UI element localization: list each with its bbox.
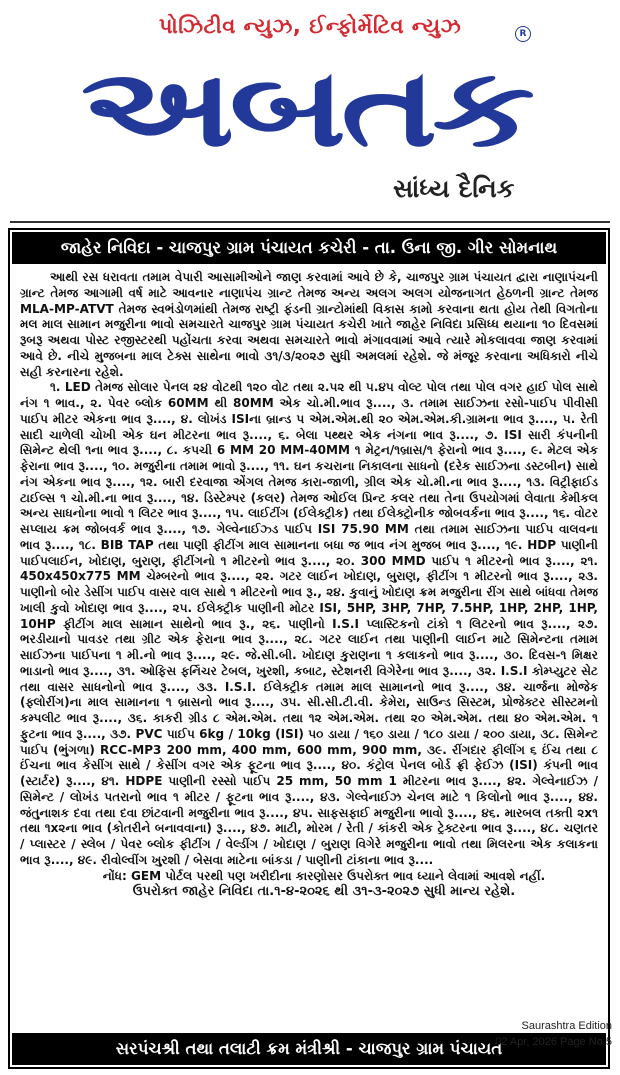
registered-trademark-icon: R [515,26,531,42]
edition-label: સાંધ્ય દૈનિક [393,174,515,203]
notice-validity: ઉપરોક્ત જાહેર નિવિદા તા.૧-૪-૨૦૨૬ થી ૩૧-૩-૨૦૨૭ સુધી માન્ય રહેશે. [132,884,516,900]
tagline: પોઝિટીવ ન્યુઝ, ઈન્ફોર્મેટિવ ન્યુઝ [158,14,462,38]
notice-signatory-bar: સરપંચશ્રી તથા તલાટી ક્રમ મંત્રીશ્રી - ચાજપુર ગ્રામ પંચાયત [12,1033,606,1065]
newspaper-logo [78,36,533,181]
date-page-number: 02 Apr, 2026 Page No.5 [495,1036,612,1048]
notice-body [20,270,598,1027]
public-tender-notice [8,228,610,1069]
notice-intro: આથી રસ ધરાવતા તમામ વેપારી આસામીઓને જાણ કરવામાં આવે છે કે, ચાજપુર ગ્રામ પંચાયત દ્વારા નાણાપંચની ગ્રાન્ટ તેમજ આગામી વર્ષ માટે આવનાર નાણાપંચ ગ્રાન્ટ તેમજ અન્ય અલગ અલગ યોજનાગત હેઠળની ગ્રાન્ટ તેમજ MLA-MP-ATVT તેમજ સ્વભંડોળમાંથી તેમજ રાષ્ટ્રી ફંડની ગ્રાન્ટોમાંથી વિકાસ કામો કરવાના થતા હોય તેથી વિગતોના મલ માલ સામાન મજુરીના ભાવો સમચારતે ચાજપુર ગ્રામ પંચાયત કચેરી ખાતે જાહેર નિવિદા પ્રસિધ્ધ થયાના ૧૦ દિવસમાં રૂબરૂ અથવા પોસ્ટ રજીસ્ટરથી પહોંચતા કરવા અથવા સમચારતે ભાવો મંગાવવામાં આવે ત્યારે મોકલાવવા જાણ કરવામાં આવે છે. નીચે મુજબના માલ ટેક્સ સાથેના ભાવો ૩૧/૩/૨૦૨૭ સુધી અમલમાં રહેશે. જે મંજૂર કરવાના અધિકારો નીચે સહી કરનારના રહેશે. [20,270,598,379]
notice-items: ૧. LED તેમજ સોલાર પેનલ ૨૪ વોટથી ૧૨૦ વોટ તથા ૨.૫૨ થી ૫.૪૫ વોલ્ટ પોલ તથા પોલ વગર હાઈ પોલ સાથે નંગ ૧ ભાવ., ૨. પેવર બ્લોક 60MM થી 80MM એક ચો.મી.ભાવ રૂ...., ૩. તમામ સાઈઝના રસો-પાઈપ પીવીસી પાઈપ મીટર એકના ભાવ રૂ...., ૪. લોખંડ ISIના બ્રાન્ડ ૫ એમ.એમ.થી ૨૦ એમ.એમ.કી.ગ્રામના ભાવ રૂ...., ૫. રેતી સાદી ચાળેલી ચોખી એક ઘન મીટરના ભાવ રૂ...., ૬. બેલા પથ્થર એક નંગના ભાવ રૂ...., ૭. ISI સારી કંપનીની સિમેન્ટ થેલી ૧ના ભાવ રૂ...., ૮. કપચી 6 MM 20 MM-40MM ૧ મેટ્રન/૧બ્રાસ/૧ ફેરાનો ભાવ રૂ...., ૯. મેટલ એક ફેરાના ભાવ રૂ...., ૧૦. મજુરીના તમામ ભાવો રૂ...., ૧૧. ઘન કચરાના નિકાલના સાધનો (દરેક સાઈઝના ડસ્ટબીન) સાથે નંગ એકના ભાવ રૂ...., ૧૨. બારી દરવાજા એંગલ તેમજ કારા-જાળી, ગ્રીલ એક ચો.મી.ના ભાવ રૂ...., ૧૩. વિટ્રીફાઈડ ટાઈલ્સ ૧ ચો.મી.ના ભાવ રૂ...., ૧૪. ડિસ્ટેમ્પર (કલર) તેમજ ઓઈલ પ્રિન્ટ કલર તથા તેના ઉપયોગમાં લેવાતા કેમીકલ અન્ય સાધનોના ભાવો ૧ લિટર ભાવ રૂ...., ૧૫. લાઈટીંગ (ઈલેક્ટ્રીક) તથા ઈલેક્ટ્રોનીક જોબવર્કના ભાવ રૂ...., ૧૬. વોટર સપ્લાય ક્રમ જોબવર્ક ભાવ રૂ...., ૧૭. ગેલ્વેનાઈઝ્ડ પાઈપ ISI 75.90 MM તથા તમામ સાઈઝના પાઈપ વાલવના ભાવ રૂ...., ૧૮. BIB TAP તથા પાણી ફીટીંગ માલ સામાનના બધા જ ભાવ નંગ મુજબ ભાવ રૂ...., ૧૯. HDP પાણીની પાઈપલાઈન, ખોદાણ, બુરાણ, ફીટીંગનો ૧ મીટરનો ભાવ રૂ...., ૨૦. 300 MMD પાઈપ ૧ મીટરનો ભાવ રૂ...., ૨૧. 450x450x775 MM ચેમ્બરનો ભાવ રૂ...., ૨૨. ગટર લાઈન ખોદાણ, બુરાણ, ફીટીંગ ૧ મીટરનો ભાવ રૂ...., ૨૩. પાણીનો બોર ડેસીંગ પાઈપ વાસર વાલ સાથે ૧ મીટરનો ભાવ રૂ., ૨૪. કુવાનું ખોદાણ ક્રમ મજુરીના રીંગ સાથે બાંધવા તેમજ ખાલી કુવો ખોદાણ ભાવ રૂ...., ૨૫. ઈલેક્ટ્રીક પાણીની મોટર ISI, 5HP, 3HP, 7HP, 7.5HP, 1HP, 2HP, 1HP, 10HP ફીટીંગ માલ સામાન સાથેનો ભાવ રૂ., ૨૬. પાણીનો I.S.I પ્લાસ્ટિકનો ટાંકો ૧ લિટરનો ભાવ રૂ...., ૨૭. ભરડીયાનો પાવડર તથા ગ્રીટ એક ફેરાના ભાવ રૂ...., ૨૮. ગટર લાઈન તથા પાણીની લાઈન માટે સિમેન્ટના તમામ સાઈઝના પાઈપના ૧ મી.નો ભાવ રૂ...., ૨૯. જે.સી.બી. ખોદાણ કુરાણના ૧ કલાકનો ભાવ રૂ...., ૩૦. દિવસ-૧ મિક્ષર ભાડાનો ભાવ રૂ...., ૩૧. ઓફિસ ફર્નિચર ટેબલ, ખુરશી, કબાટ, સ્ટેશનરી વિગેરેના ભાવ રૂ...., ૩૨. I.S.I કોમ્પ્યુટર સેટ તથા વાસર સાધનોનો ભાવ રૂ...., ૩૩. I.S.I. ઈલેક્ટ્રીક તમામ માલ સામાનનો ભાવ રૂ...., ૩૪. ચાર્જના મોજેક (ફ્લોરીંગ)ના માલ સામાનના ૧ બ્રાસનો ભાવ રૂ...., ૩૫. સી.સી.ટી.વી. કેમેરા, સાઉન્ડ સિસ્ટમ, પ્રોજેક્ટર સીસ્ટમનો કમ્પલીટ ભાવ રૂ...., ૩૬. કાકરી ગ્રીડ ૮ એમ.એમ. તથા ૧૨ એમ.એમ. તથા ૨૦ એમ.એમ. તથા ૪૦ એમ.એમ. ૧ ફુટના ભાવ રૂ...., ૩૭. PVC પાઈપ 6kg / 10kg (ISI) ૫૦ ડાયા / ૧૬૦ ડાયા / ૧૮૦ ડાયા / ૨૦૦ ડાયા, ૩૮. સિમેન્ટ પાઈપ (ભુંગળા) RCC-MP3 200 mm, 400 mm, 600 mm, 900 mm, ૩૯. રીંગદાર ફીલીંગ ૬ ઈંચ તથા ૮ ઈંચના ભાવ કેસીંગ સાથે / કેસીંગ વગર એક ફૂટના ભાવ રૂ...., ૪૦. કંટ્રોલ પેનલ બોર્ડ ફ્રી ફેઈઝ (ISI) કંપની ભાવ (સ્ટાર્ટર) રૂ...., ૪૧. HDPE પાણીની રસ્સો પાઈપ 25 mm, 50 mm 1 મીટરના ભાવ રૂ...., ૪૨. ગેલ્વેનાઈઝ / સિમેન્ટ / લોખંડ પતરાનો ભાવ ૧ મીટર / ફૂટના ભાવ રૂ...., ૪૩. ગેલ્વેનાઈઝ ચેનલ માટે ૧ કિલોનો ભાવ રૂ...., ૪૪. જંતુનાશક દવા તથા દવા છાંટવાની મજુરીના ભાવ રૂ...., ૪૫. સાફસફાઈ મજુરીના ભાવો રૂ...., ૪૬. મારબલ તક્તી ૨x૧ તથા ૧x૨ના ભાવ (કોતરીને બનાવવાના) રૂ...., ૪૭. માટી, મોરમ / રેતી / કાંકરી એક ટ્રેક્ટરના ભાવ રૂ...., ૪૮. ચણતર / પ્લાસ્ટર / સ્લેબ / પેવર બ્લોક ફીટીંગ / વેલ્ડીંગ / ખોદાણ / બુરાણ વિગેરે મજુરીના ભાવો તથા મિલરના એક કલાકના ભાવ રૂ...., ૪૯. રીવોલ્વીંગ ખુરશી / બેસવા માટેના બાંકડા / પાણીની ટાંકાના ભાવ રૂ.... [20,380,598,867]
edition-name: Saurashtra Edition [521,1020,612,1032]
logo-text: અબતક [81,45,530,171]
masthead [0,0,620,222]
notice-heading: જાહેર નિવિદા - ચાજપુર ગ્રામ પંચાયત કચેરી - તા. ઉના જી. ગીર સોમનાથ [12,232,606,264]
masthead-divider [10,221,610,223]
notice-note: નોંધ: GEM પોર્ટલ પરથી પણ ખરીદીના કારણોસર ઉપરોક્ત ભાવ ધ્યાને લેવામાં આવશે નહીં. [102,868,546,883]
page-footer [495,1018,612,1050]
